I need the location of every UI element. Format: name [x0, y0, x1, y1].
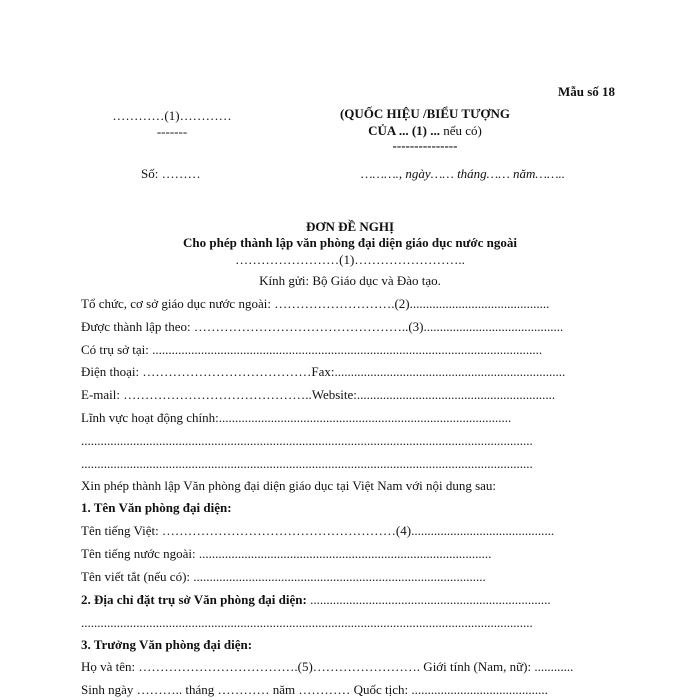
date-line: ………., ngày…… tháng…… năm……..	[361, 166, 566, 181]
national-title: (QUỐC HIỆU /BIỂU TƯỢNG	[339, 106, 511, 121]
head-birth-field: Sinh ngày ……….. tháng ………… năm ………… Quốc tịch: ..........................................	[81, 682, 548, 697]
document-number: Số: ………	[141, 166, 201, 181]
subtitle-placeholder: ……………………(1)……………………..	[235, 252, 465, 267]
section-2-line	[81, 592, 551, 608]
document-title: ĐƠN ĐỀ NGHỊ	[305, 219, 395, 234]
activity-blank-line-2: ...........................................................................................................................................	[81, 456, 533, 471]
national-title-line2	[315, 123, 535, 139]
address-blank-line: ...........................................................................................................................................	[81, 615, 533, 630]
national-title-separator: ---------------	[392, 138, 458, 153]
document-subtitle: Cho phép thành lập văn phòng đại diện giáo dục nước ngoài	[183, 235, 517, 250]
issuer-placeholder: …………(1)…………	[112, 108, 232, 123]
issuer-separator: -------	[156, 124, 188, 139]
activity-blank-line-1: ...........................................................................................................................................	[81, 433, 533, 448]
activity-field: Lĩnh vực hoạt động chính:..........................................................................................	[81, 410, 512, 425]
national-title-prefix: CỦA ... (1) ...	[368, 123, 444, 138]
section-1-heading: 1. Tên Văn phòng đại diện:	[81, 500, 232, 515]
request-intro: Xin phép thành lập Văn phòng đại diện giáo dục tại Việt Nam với nội dung sau:	[81, 478, 497, 493]
head-name-field: Họ và tên: ……………………………….(5)……………………. Giới tính (Nam, nữ): ............	[81, 659, 574, 674]
recipient-line: Kính gửi: Bộ Giáo dục và Đào tạo.	[259, 273, 441, 288]
vietnamese-name-field: Tên tiếng Việt: ………………………………………………(4)............................................	[81, 523, 555, 538]
section-2-dots: ..........................................................................	[306, 592, 551, 607]
abbreviation-field: Tên viết tắt (nếu có): ..........................................................................................	[81, 569, 486, 584]
headquarters-field: Có trụ sở tại: ........................................................................................................................	[81, 342, 543, 357]
national-title-suffix: nếu có)	[443, 123, 482, 138]
established-field: Được thành lập theo: …………………………………………..(3)...........................................	[81, 319, 564, 334]
phone-fax-field: Điện thoại: …………………………………Fax:.......................................................................	[81, 364, 566, 379]
email-website-field: E-mail: ……………………………………..Website:.............................................................	[81, 387, 556, 402]
organization-field: Tổ chức, cơ sở giáo dục nước ngoài: ……………………….(2)...........................................	[81, 296, 550, 311]
foreign-name-field: Tên tiếng nước ngoài: ..........................................................................................	[81, 546, 492, 561]
form-number: Mẫu số 18	[558, 84, 616, 99]
section-3-heading: 3. Trưởng Văn phòng đại diện:	[81, 637, 253, 652]
section-2-heading: 2. Địa chỉ đặt trụ sở Văn phòng đại diện:	[81, 592, 307, 607]
